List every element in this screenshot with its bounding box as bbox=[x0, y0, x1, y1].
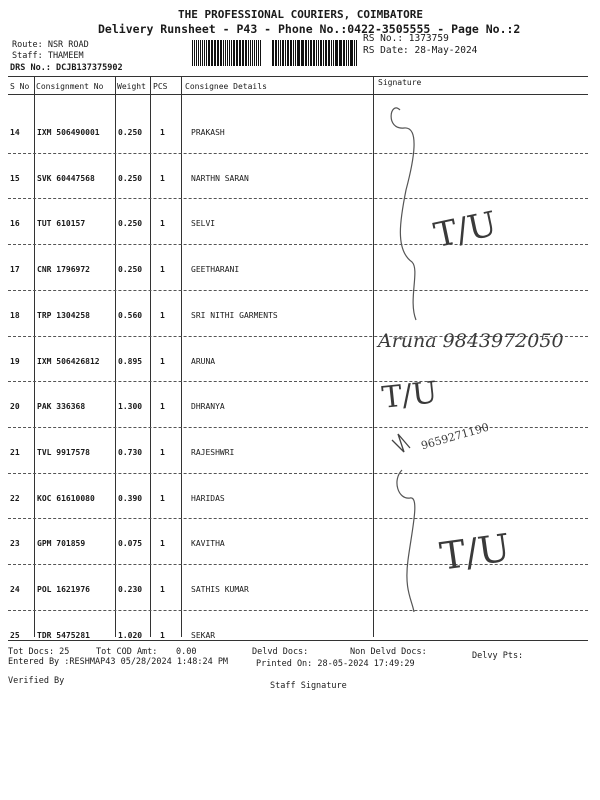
row-consignment: TRP 1304258 bbox=[37, 310, 90, 320]
row-pcs: 1 bbox=[160, 128, 165, 137]
row-weight: 1.300 bbox=[118, 402, 143, 412]
delvd-docs: Delvd Docs: bbox=[252, 647, 309, 657]
row-sno: 15 bbox=[10, 173, 20, 183]
row-pcs: 1 bbox=[160, 493, 165, 503]
col-header-sno: S No bbox=[10, 82, 30, 91]
row-pcs: 1 bbox=[160, 585, 165, 594]
signature-aruna: Aruna 9843972050 bbox=[378, 330, 564, 352]
staff-signature-label: Staff Signature bbox=[270, 681, 347, 691]
row-pcs: 1 bbox=[160, 219, 165, 229]
row-pcs: 1 bbox=[160, 630, 165, 640]
row-consignment: CNR 1796972 bbox=[37, 265, 90, 275]
row-sno: 23 bbox=[10, 539, 20, 549]
rs-number: RS No.: 1373759 bbox=[363, 33, 449, 44]
row-consignee: NARTHN SARAN bbox=[191, 173, 249, 183]
scribble-lower bbox=[397, 470, 415, 612]
row-consignee: SEKAR bbox=[191, 630, 216, 640]
row-consignment: TVL 9917578 bbox=[37, 447, 90, 457]
row-weight: 0.895 bbox=[118, 356, 143, 366]
signature-tu-1: T/U bbox=[430, 203, 501, 257]
col-header-consignee: Consignee Details bbox=[185, 82, 267, 91]
row-sno: 21 bbox=[10, 447, 20, 457]
rs-date: RS Date: 28-May-2024 bbox=[363, 45, 478, 56]
col-header-signature: Signature bbox=[378, 78, 422, 87]
tot-cod-label: Tot COD Amt: bbox=[96, 647, 158, 657]
row-consignment: PAK 336368 bbox=[37, 402, 86, 412]
row-consignment: TDR 5475281 bbox=[37, 630, 90, 640]
row-sno: 24 bbox=[10, 585, 20, 594]
row-sno: 20 bbox=[10, 402, 20, 412]
row-consignee: SELVI bbox=[191, 219, 216, 229]
row-weight: 0.250 bbox=[118, 173, 143, 183]
row-consignee: HARIDAS bbox=[191, 493, 225, 503]
row-consignee: GEETHARANI bbox=[191, 265, 240, 275]
row-weight: 1.020 bbox=[118, 630, 143, 640]
row-consignment: SVK 60447568 bbox=[37, 173, 95, 183]
row-pcs: 1 bbox=[160, 265, 165, 275]
tot-docs: Tot Docs: 25 bbox=[8, 647, 70, 657]
row-sno: 22 bbox=[10, 493, 20, 503]
staff-label: Staff: THAMEEM bbox=[12, 51, 84, 61]
row-weight: 0.730 bbox=[118, 447, 143, 457]
row-consignment: IXM 506490001 bbox=[37, 128, 100, 137]
row-consignment: GPM 701859 bbox=[37, 539, 86, 549]
tot-cod-value: 0.00 bbox=[176, 647, 197, 657]
row-weight: 0.390 bbox=[118, 493, 143, 503]
row-consignee: SRI NITHI GARMENTS bbox=[191, 310, 278, 320]
row-weight: 0.250 bbox=[118, 265, 143, 275]
signature-tu-3: T/U bbox=[437, 525, 513, 579]
row-pcs: 1 bbox=[160, 447, 165, 457]
col-header-consignment: Consignment No bbox=[36, 82, 104, 91]
row-consignee: SATHIS KUMAR bbox=[191, 585, 249, 594]
route-label: Route: NSR ROAD bbox=[12, 40, 89, 50]
row-pcs: 1 bbox=[160, 539, 165, 549]
row-sno: 17 bbox=[10, 265, 20, 275]
row-consignee: RAJESHWRI bbox=[191, 447, 235, 457]
col-header-pcs: PCS bbox=[153, 82, 168, 91]
row-consignee: ARUNA bbox=[191, 356, 216, 366]
scribble-upper bbox=[391, 108, 416, 320]
entered-by: Entered By :RESHMAP43 05/28/2024 1:48:24 PM bbox=[8, 657, 229, 667]
row-consignee: DHRANYA bbox=[191, 402, 225, 412]
row-pcs: 1 bbox=[160, 402, 165, 412]
row-sno: 19 bbox=[10, 356, 20, 366]
printed-on: Printed On: 28-05-2024 17:49:29 bbox=[256, 659, 415, 669]
row-pcs: 1 bbox=[160, 173, 165, 183]
row-consignment: KOC 61610080 bbox=[37, 493, 95, 503]
row-consignee: KAVITHA bbox=[191, 539, 225, 549]
row-weight: 0.230 bbox=[118, 585, 143, 594]
row-pcs: 1 bbox=[160, 310, 165, 320]
signature-tu-2: T/U bbox=[380, 375, 440, 416]
runsheet-title: Delivery Runsheet - P43 - Phone No.:0422-3505555 - Page No.:2 bbox=[98, 22, 521, 36]
row-sno: 18 bbox=[10, 310, 20, 320]
drs-number: DRS No.: DCJB137375902 bbox=[10, 63, 123, 73]
row-pcs: 1 bbox=[160, 356, 165, 366]
row-consignment: POL 1621976 bbox=[37, 585, 90, 594]
row-consignment: IXM 506426812 bbox=[37, 356, 100, 366]
row-weight: 0.560 bbox=[118, 310, 143, 320]
row-consignee: PRAKASH bbox=[191, 128, 225, 137]
verified-by: Verified By bbox=[8, 676, 65, 686]
scribble-mark bbox=[392, 434, 410, 452]
row-sno: 14 bbox=[10, 128, 20, 137]
row-sno: 16 bbox=[10, 219, 20, 229]
col-header-weight: Weight bbox=[117, 82, 146, 91]
row-weight: 0.075 bbox=[118, 539, 143, 549]
row-consignment: TUT 610157 bbox=[37, 219, 86, 229]
delvy-pts: Delvy Pts: bbox=[472, 651, 524, 661]
signature-phone: 9659271190 bbox=[419, 420, 491, 453]
row-weight: 0.250 bbox=[118, 219, 143, 229]
non-delvd-docs: Non Delvd Docs: bbox=[350, 647, 427, 657]
row-sno: 25 bbox=[10, 630, 20, 640]
row-weight: 0.250 bbox=[118, 128, 143, 137]
company-title: THE PROFESSIONAL COURIERS, COIMBATORE bbox=[178, 8, 424, 21]
